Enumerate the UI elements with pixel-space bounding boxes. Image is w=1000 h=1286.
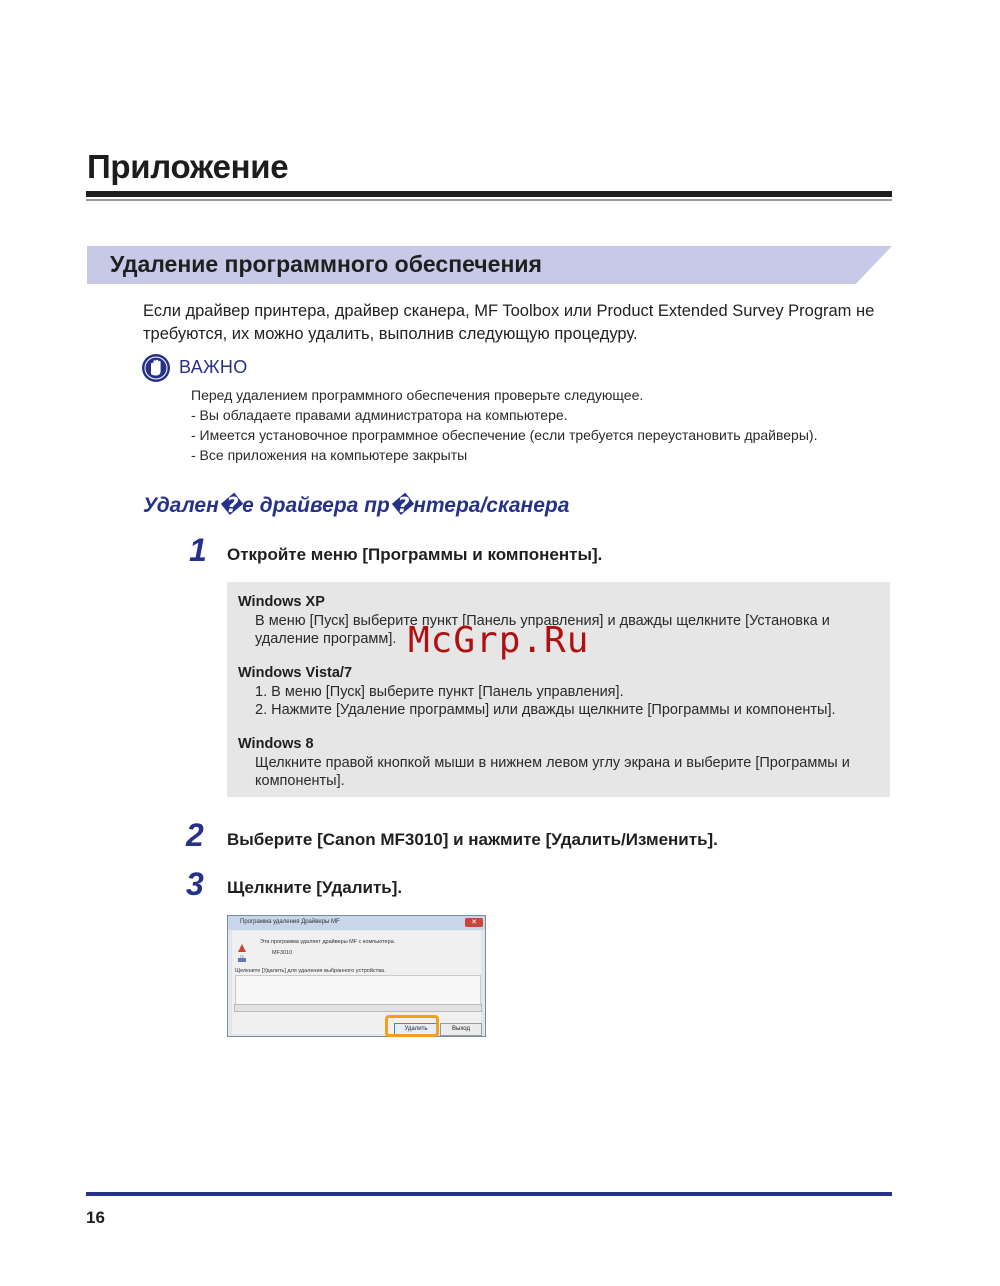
os-line: 2. Нажмите [Удаление программы] или дважды щелкните [Программы и компоненты]. [255,702,836,718]
dialog-title: Программа удаления Драйверы MF [240,919,340,925]
os-line: компоненты]. [255,773,345,789]
step-number: 3 [186,866,204,902]
important-lead: Перед удалением программного обеспечения проверьте следующее. [191,387,644,403]
os-line: 1. В меню [Пуск] выберите пункт [Панель управления]. [255,684,624,700]
important-item: - Все приложения на компьютере закрыты [191,447,468,463]
step-text: Щелкните [Удалить]. [227,878,403,897]
exit-button[interactable]: Выход [440,1023,482,1036]
dialog-body [232,931,481,1034]
os-heading: Windows XP [238,594,325,610]
intro-line: требуются, их можно удалить, выполнив следующую процедуру. [143,325,638,343]
step-number: 1 [189,532,207,568]
os-line: В меню [Пуск] выберите пункт [Панель управления] и дважды щелкните [Установка и [255,613,830,629]
important-item: - Имеется установочное программное обеспечение (если требуется переустановить драйверы). [191,427,818,443]
dialog-progress-bar [234,1004,482,1012]
subsection-title: Удален�е драйвера пр�нтера/сканера [143,494,570,517]
os-instructions-box [227,582,890,797]
important-item: - Вы обладаете правами администратора на компьютере. [191,407,568,423]
intro-line: Если драйвер принтера, драйвер сканера, MF Toolbox или Product Extended Survey Program не [143,302,875,320]
delete-button-highlight [385,1015,439,1037]
title-rule [86,191,892,197]
os-heading: Windows 8 [238,736,314,752]
section-title: Удаление программного обеспечения [110,251,542,277]
os-line: удаление программ]. [255,631,397,647]
step-number: 2 [186,817,204,853]
close-icon[interactable]: ✕ [465,918,483,927]
uninstall-dialog [227,915,486,1037]
stop-hand-icon [142,354,170,382]
page-title: Приложение [87,148,289,185]
dialog-instruction: Щелкните [Удалить] для удаления выбранного устройства. [235,968,386,974]
footer-rule [86,1192,892,1196]
os-line: Щелкните правой кнопкой мыши в нижнем левом углу экрана и выберите [Программы и [255,755,850,771]
step-text: Выберите [Canon MF3010] и нажмите [Удалить/Изменить]. [227,830,718,849]
dialog-message: Эта программа удаляет драйверы MF с компьютера. [260,939,396,945]
important-label: ВАЖНО [179,357,248,377]
step-text: Откройте меню [Программы и компоненты]. [227,545,603,564]
page-number: 16 [86,1208,105,1227]
dialog-titlebar [228,916,485,930]
intro-paragraph [143,300,903,346]
dialog-model: MF3010 [272,950,293,956]
title-rule-thin [86,199,892,201]
watermark: McGrp.Ru [408,620,590,661]
warning-icon [238,939,246,947]
os-heading: Windows Vista/7 [238,665,353,681]
delete-button[interactable]: Удалить [394,1023,438,1036]
printer-icon [238,950,246,958]
